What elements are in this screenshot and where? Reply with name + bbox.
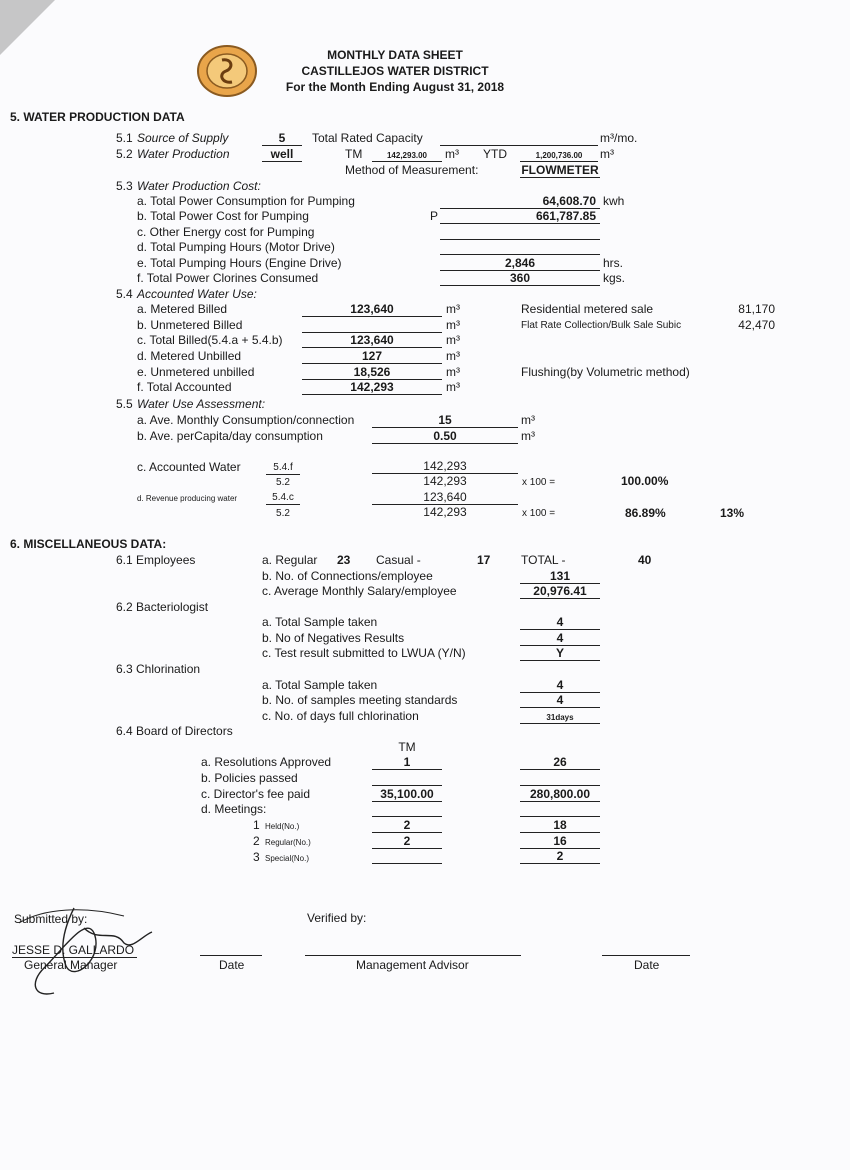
meeting-2-tm-line [372, 848, 442, 849]
s52-ytd-unit: m³ [600, 147, 614, 161]
s55a-unit: m³ [521, 413, 535, 427]
s63b-value: 4 [556, 693, 564, 707]
acc-num-ref: 5.4.f [273, 462, 293, 473]
s54d-line [302, 363, 442, 364]
meeting-1-ytd: 18 [553, 818, 567, 832]
s52-tm-unit: m³ [445, 147, 459, 161]
s55b-label: b. Ave. perCapita/day consumption [137, 429, 323, 443]
s64a-ytd-line [520, 769, 600, 770]
s54c-label: c. Total Billed(5.4.a + 5.4.b) [137, 333, 283, 347]
s51-capacity-label: Total Rated Capacity [312, 131, 423, 145]
s52-num: 5.2 [116, 147, 133, 161]
s53a-value: 64,608.70 [542, 194, 596, 208]
s53b-line [440, 223, 600, 224]
s64b-label: b. Policies passed [201, 771, 298, 785]
s63c-label: c. No. of days full chlorination [262, 709, 419, 723]
s55a-label: a. Ave. Monthly Consumption/connection [137, 413, 355, 427]
s63a-value: 4 [556, 678, 564, 692]
s53-num: 5.3 [116, 179, 133, 193]
s52-ytd-value: 1,200,736.00 [535, 151, 583, 160]
s63c-line [520, 723, 600, 724]
rev-multiplier: x 100 = [522, 508, 556, 519]
s54-label: Accounted Water Use: [137, 287, 257, 301]
rev-den-ref: 5.2 [276, 508, 290, 519]
date1-line [200, 955, 262, 956]
total-employees-value: 40 [638, 553, 652, 567]
s64a-ytd: 26 [553, 755, 567, 769]
s54e-value: 18,526 [353, 365, 391, 379]
s55-num: 5.5 [116, 397, 133, 411]
s54d-unit: m³ [446, 349, 460, 363]
acc-numerator: 142,293 [423, 459, 467, 473]
meeting-2-ytd: 16 [553, 834, 567, 848]
s64a-label: a. Resolutions Approved [201, 755, 332, 769]
meeting-2-tm: 2 [403, 834, 411, 848]
s62a-value: 4 [556, 615, 564, 629]
s53c-label: c. Other Energy cost for Pumping [137, 225, 315, 239]
s55b-value: 0.50 [433, 429, 457, 443]
meeting-1-num: 1 [253, 818, 260, 832]
s54b-label: b. Unmetered Billed [137, 318, 243, 332]
date2-line [602, 955, 690, 956]
s51-num: 5.1 [116, 131, 133, 145]
rev-num-ref: 5.4.c [272, 492, 294, 503]
date2-label: Date [634, 958, 660, 972]
s64b-tm-line [372, 785, 442, 786]
meeting-3-tm-line [372, 863, 442, 864]
s61a-label: a. Regular [262, 553, 318, 567]
meeting-3-num: 3 [253, 850, 260, 864]
revenue-water-label: d. Revenue producing water [137, 494, 238, 503]
s64c-ytd-line [520, 801, 600, 802]
meeting-3-ytd: 2 [556, 849, 564, 863]
meeting-1-ytd-line [520, 832, 600, 833]
s53b-value: 661,787.85 [535, 209, 596, 223]
section-6-title: 6. MISCELLANEOUS DATA: [10, 537, 167, 551]
section-5-title: 5. WATER PRODUCTION DATA [10, 110, 185, 124]
s63b-label: b. No. of samples meeting standards [262, 693, 458, 707]
s53c-line [440, 239, 600, 240]
s64c-tm-line [372, 801, 442, 802]
s55a-value: 15 [438, 413, 452, 427]
doc-period: For the Month Ending August 31, 2018 [285, 80, 505, 94]
s64c-ytd: 280,800.00 [529, 787, 591, 801]
s64c-label: c. Director's fee paid [201, 787, 311, 801]
s54e-label: e. Unmetered unbilled [137, 365, 255, 379]
s54-num: 5.4 [116, 287, 133, 301]
rev-numerator: 123,640 [423, 490, 467, 504]
s54a-label: a. Metered Billed [137, 302, 228, 316]
method-value: FLOWMETER [521, 163, 599, 177]
s63b-line [520, 707, 600, 708]
s51-line [262, 145, 302, 146]
s54a-line [302, 316, 442, 317]
method-line [520, 177, 600, 178]
folded-corner [0, 0, 55, 55]
peso-sign: P [430, 209, 439, 223]
total-employees-label: TOTAL - [521, 553, 566, 567]
meeting-2-label: Regular(No.) [265, 838, 311, 847]
flushing-label: Flushing(by Volumetric method) [521, 365, 690, 379]
s53d-label: d. Total Pumping Hours (Motor Drive) [137, 240, 335, 254]
rev-percentage: 86.89% [625, 506, 666, 520]
nrw-percentage: 13% [720, 506, 745, 520]
acc-multiplier: x 100 = [522, 477, 556, 488]
s52-line [262, 161, 302, 162]
signatory-name: JESSE D. GALLARDO [12, 943, 135, 957]
s53a-unit: kwh [603, 194, 625, 208]
meeting-1-label: Held(No.) [265, 822, 300, 831]
acc-percentage: 100.00% [621, 474, 669, 488]
s62a-label: a. Total Sample taken [262, 615, 378, 629]
s54f-label: f. Total Accounted [137, 380, 232, 394]
s53d-line [440, 254, 600, 255]
s61-label: 6.1 Employees [116, 553, 196, 567]
s51-label: Source of Supply [137, 131, 229, 145]
s64a-tm: 1 [403, 755, 411, 769]
submitted-by-label: Submitted by: [14, 912, 88, 926]
s64b-ytd-line [520, 785, 600, 786]
s54f-value: 142,293 [350, 380, 394, 394]
s54a-value: 123,640 [350, 302, 394, 316]
s55b-unit: m³ [521, 429, 535, 443]
s52-ytd-label: YTD [483, 147, 507, 161]
s61c-line [520, 598, 600, 599]
s55b-line [372, 443, 518, 444]
s54d-label: d. Metered Unbilled [137, 349, 242, 363]
s52-label: Water Production [137, 147, 230, 161]
casual-value: 17 [477, 553, 491, 567]
rev-denominator: 142,293 [423, 505, 467, 519]
s64d-ytd-line [520, 816, 600, 817]
s51-capacity-line [440, 145, 598, 146]
s55a-line [372, 427, 518, 428]
s62c-value: Y [555, 646, 564, 660]
s55-label: Water Use Assessment: [137, 397, 266, 411]
s54f-unit: m³ [446, 380, 460, 394]
method-label: Method of Measurement: [345, 163, 479, 177]
s54c-unit: m³ [446, 333, 460, 347]
meeting-1-tm-line [372, 832, 442, 833]
s61a-regular-value: 23 [337, 553, 351, 567]
s51-unit: m³/mo. [600, 131, 638, 145]
s64-tm-header: TM [398, 740, 416, 754]
residential-label: Residential metered sale [521, 302, 654, 316]
s54d-value: 127 [361, 349, 383, 363]
accounted-water-label: c. Accounted Water [137, 460, 241, 474]
rev-ref-line [266, 504, 300, 505]
s61c-value: 20,976.41 [533, 584, 587, 598]
s62a-line [520, 629, 600, 630]
s61b-value: 131 [549, 569, 571, 583]
s53f-label: f. Total Power Clorines Consumed [137, 271, 319, 285]
acc-ref-line [266, 474, 300, 475]
s52-value: well [270, 147, 294, 161]
s63-label: 6.3 Chlorination [116, 662, 201, 676]
s51-value: 5 [278, 131, 286, 145]
s64a-tm-line [372, 769, 442, 770]
s61c-label: c. Average Monthly Salary/employee [262, 584, 457, 598]
s54f-line [302, 394, 442, 395]
advisor-line [305, 955, 521, 956]
s53e-value: 2,846 [504, 256, 536, 270]
s64d-label: d. Meetings: [201, 802, 267, 816]
s62c-label: c. Test result submitted to LWUA (Y/N) [262, 646, 466, 660]
s62b-label: b. No of Negatives Results [262, 631, 405, 645]
flat-rate-label: Flat Rate Collection/Bulk Sale Subic [521, 320, 682, 331]
casual-label: Casual - [376, 553, 421, 567]
acc-denominator: 142,293 [423, 474, 467, 488]
acc-den-ref: 5.2 [276, 477, 290, 488]
s53f-unit: kgs. [603, 271, 626, 285]
s53e-unit: hrs. [603, 256, 624, 270]
meeting-3-ytd-line [520, 863, 600, 864]
s52-tm-line [372, 161, 442, 162]
signatory-position: General Manager [24, 958, 118, 972]
s64-label: 6.4 Board of Directors [116, 724, 233, 738]
s53a-label: a. Total Power Consumption for Pumping [137, 194, 355, 208]
s64d-tm-line [372, 816, 442, 817]
s53f-value: 360 [509, 271, 531, 285]
doc-org: CASTILLEJOS WATER DISTRICT [301, 64, 489, 78]
doc-title: MONTHLY DATA SHEET [327, 48, 463, 62]
s64c-tm: 35,100.00 [380, 787, 434, 801]
s53b-label: b. Total Power Cost for Pumping [137, 209, 309, 223]
s62c-line [520, 660, 600, 661]
flat-rate-value: 42,470 [738, 318, 775, 332]
s62-label: 6.2 Bacteriologist [116, 600, 209, 614]
meeting-2-num: 2 [253, 834, 260, 848]
s52-tm-label: TM [345, 147, 363, 161]
s53e-label: e. Total Pumping Hours (Engine Drive) [137, 256, 342, 270]
s54a-unit: m³ [446, 302, 460, 316]
s54e-unit: m³ [446, 365, 460, 379]
residential-value: 81,170 [738, 302, 775, 316]
s54b-unit: m³ [446, 318, 460, 332]
s52-ytd-line [520, 161, 598, 162]
s52-tm-value: 142,293.00 [386, 151, 428, 160]
s53-label: Water Production Cost: [137, 179, 261, 193]
verified-by-label: Verified by: [307, 911, 367, 925]
date1-label: Date [219, 958, 245, 972]
s54c-line [302, 347, 442, 348]
s62b-value: 4 [556, 631, 564, 645]
s53f-line [440, 285, 600, 286]
s63c-value: 31days [546, 713, 574, 722]
s61b-label: b. No. of Connections/employee [262, 569, 433, 583]
s54c-value: 123,640 [350, 333, 394, 347]
advisor-label: Management Advisor [356, 958, 469, 972]
meeting-1-tm: 2 [403, 818, 411, 832]
s63a-label: a. Total Sample taken [262, 678, 378, 692]
meeting-3-label: Special(No.) [265, 854, 310, 863]
